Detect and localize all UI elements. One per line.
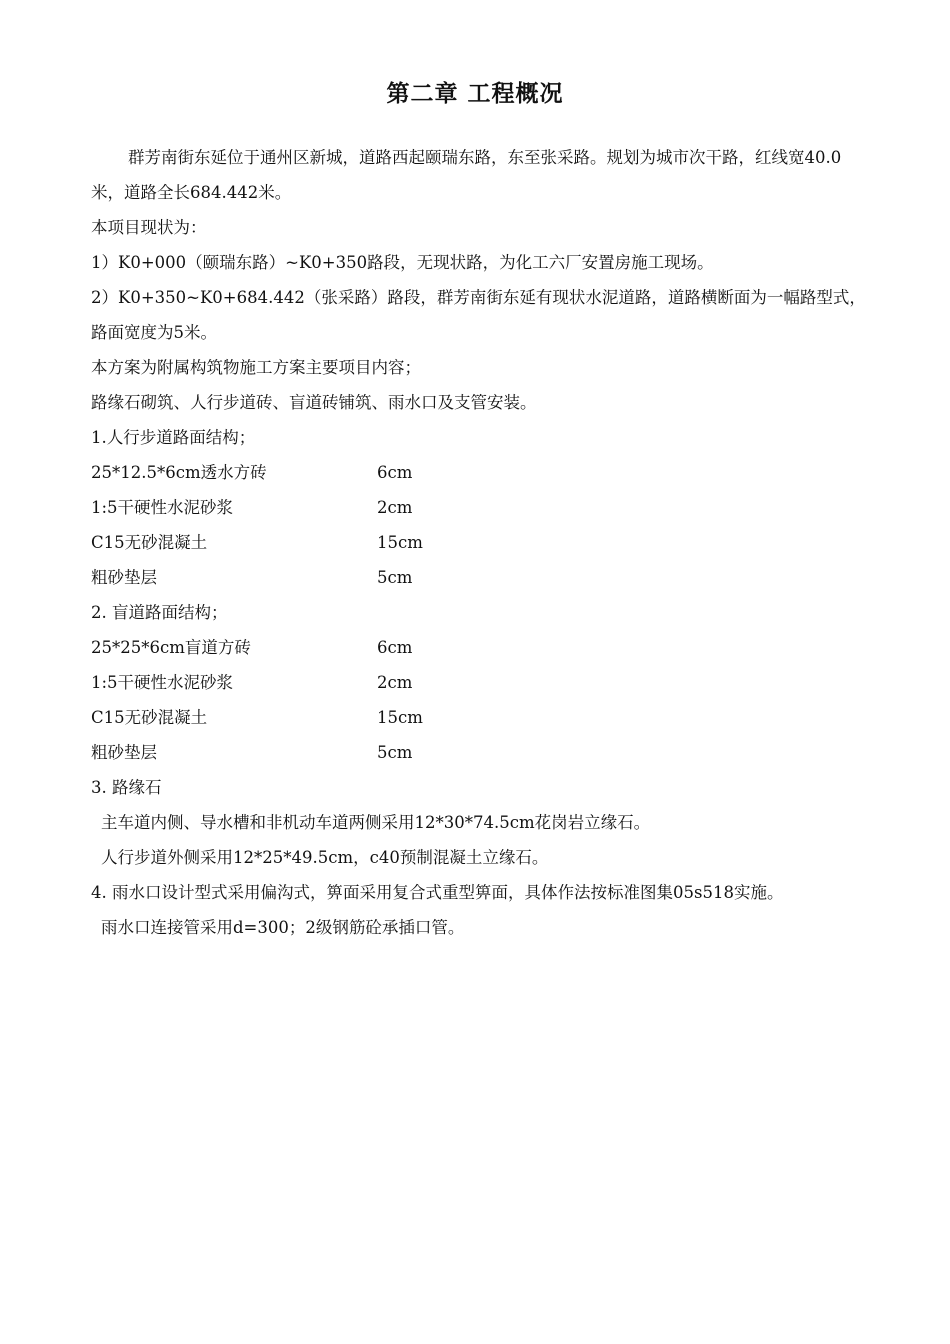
layer-thickness: 5cm xyxy=(377,568,413,587)
section1-row xyxy=(91,560,866,595)
layer-thickness: 6cm xyxy=(377,638,413,657)
layer-name: 1:5干硬性水泥砂浆 xyxy=(91,498,234,517)
section1-row xyxy=(91,455,866,490)
section3-heading: 3. 路缘石 xyxy=(91,778,162,797)
status-item-2: 2）K0+350~K0+684.442（张采路）路段，群芳南街东延有现状水泥道路，道路横断面为一幅路型式，路面宽度为5米。 xyxy=(91,288,866,342)
document-body xyxy=(91,140,866,945)
layer-thickness: 15cm xyxy=(377,533,423,552)
items-line: 路缘石砌筑、人行步道砖、盲道砖铺筑、雨水口及支管安装。 xyxy=(91,393,537,412)
section1-heading: 1.人行步道路面结构； xyxy=(91,428,256,447)
layer-thickness: 2cm xyxy=(377,673,413,692)
section3-line-2: 人行步道外侧采用12*25*49.5cm，c40预制混凝土立缘石。 xyxy=(101,848,549,867)
layer-thickness: 5cm xyxy=(377,743,413,762)
section4-paragraph: 4. 雨水口设计型式采用偏沟式，箅面采用复合式重型箅面，具体作法按标准图集05s518实施。 xyxy=(91,883,784,902)
status-item-1: 1）K0+000（颐瑞东路）~K0+350路段，无现状路，为化工六厂安置房施工现场。 xyxy=(91,253,714,272)
chapter-title: 第二章 工程概况 xyxy=(386,81,564,107)
layer-name: 1:5干硬性水泥砂浆 xyxy=(91,673,234,692)
section2-heading: 2. 盲道路面结构； xyxy=(91,603,228,622)
layer-name: 25*25*6cm盲道方砖 xyxy=(91,638,251,657)
layer-name: 粗砂垫层 xyxy=(91,568,157,587)
section1-row xyxy=(91,525,866,560)
section4-line-2: 雨水口连接管采用d=300；2级钢筋砼承插口管。 xyxy=(101,918,465,937)
section2-row xyxy=(91,630,866,665)
section3-line-1: 主车道内侧、导水槽和非机动车道两侧采用12*30*74.5cm花岗岩立缘石。 xyxy=(101,813,651,832)
section1-row xyxy=(91,490,866,525)
layer-name: C15无砂混凝土 xyxy=(91,533,208,552)
intro-paragraph: 群芳南街东延位于通州区新城，道路西起颐瑞东路，东至张采路。规划为城市次干路，红线宽40.0米，道路全长684.442米。 xyxy=(91,148,842,202)
layer-thickness: 6cm xyxy=(377,463,413,482)
section2-row xyxy=(91,735,866,770)
layer-name: 粗砂垫层 xyxy=(91,743,157,762)
section2-row xyxy=(91,665,866,700)
status-heading: 本项目现状为： xyxy=(91,218,207,237)
layer-thickness: 15cm xyxy=(377,708,423,727)
layer-thickness: 2cm xyxy=(377,498,413,517)
section2-row xyxy=(91,700,866,735)
layer-name: 25*12.5*6cm透水方砖 xyxy=(91,463,267,482)
layer-name: C15无砂混凝土 xyxy=(91,708,208,727)
scope-line: 本方案为附属构筑物施工方案主要项目内容； xyxy=(91,358,421,377)
